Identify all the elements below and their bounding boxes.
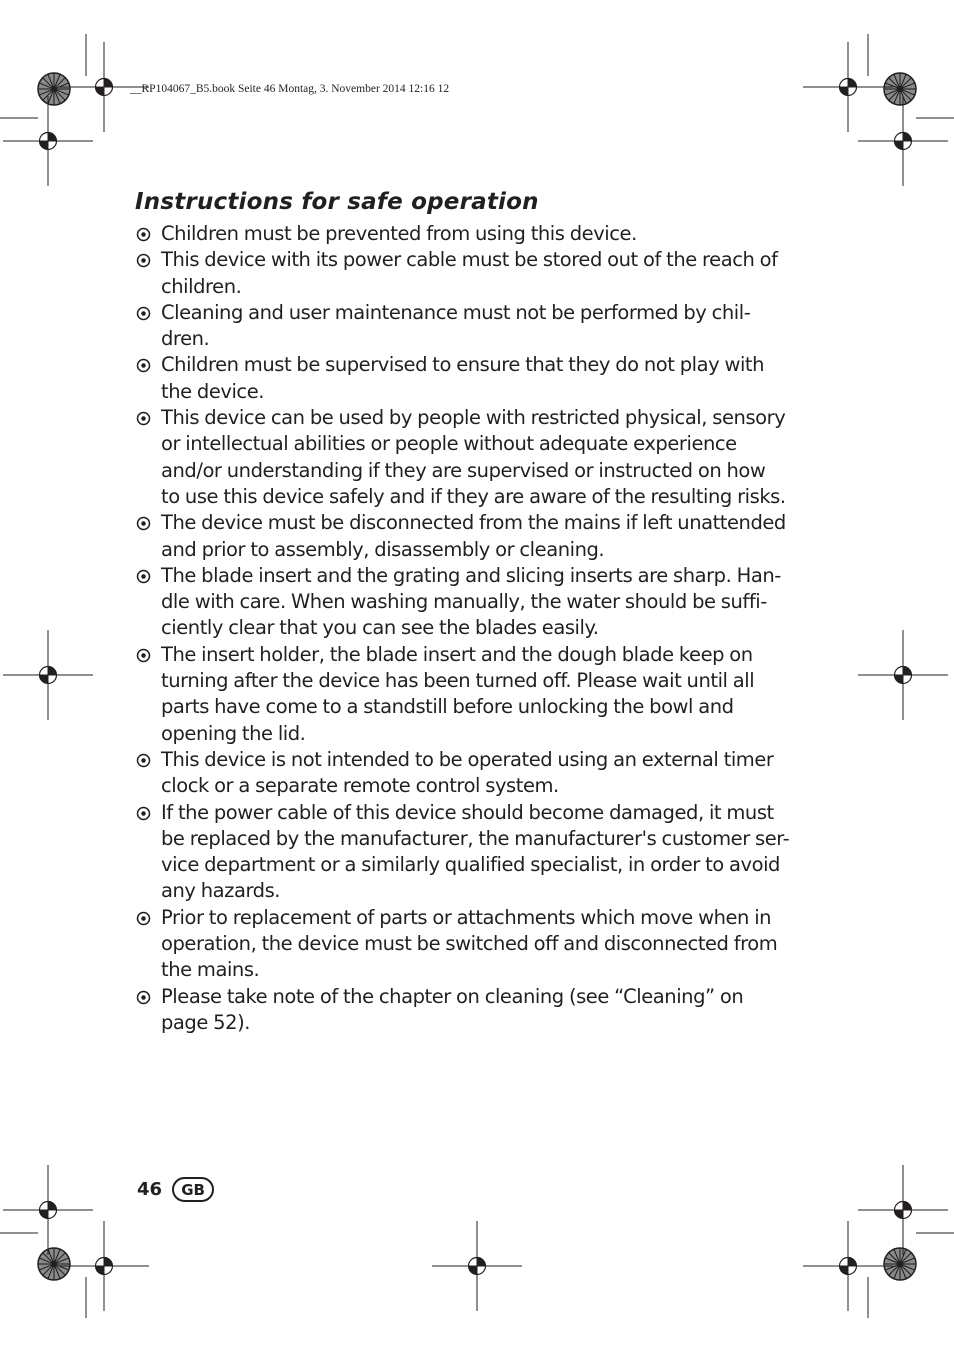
circled-dot-bullet-icon	[136, 306, 151, 321]
list-item	[135, 247, 800, 300]
circled-dot-bullet-icon	[136, 358, 151, 373]
circled-dot-bullet-icon	[136, 411, 151, 426]
list-item-text: The insert holder, the blade insert and the dough blade keep on turning after the device has been turned off. Please wait until all parts have come to a standstill before unlocking the bowl and opening the lid.	[161, 642, 755, 745]
circled-dot-bullet-icon	[136, 911, 151, 926]
list-item	[135, 510, 800, 563]
circled-dot-bullet-icon	[136, 806, 151, 821]
list-item-text: This device can be used by people with restricted physical, sensory or intellectual abilities or people without adequate experience and/or understanding if they are supervised or instructed on how to use this device safely and if they are aware of the resulting risks.	[161, 406, 786, 508]
circled-dot-bullet-icon	[136, 516, 151, 531]
list-item-text: Cleaning and user maintenance must not be performed by chil- dren.	[161, 300, 751, 351]
circled-dot-bullet-icon	[136, 253, 151, 268]
circled-dot-bullet-icon	[136, 648, 151, 663]
page-number: 46	[137, 1179, 163, 1200]
circled-dot-bullet-icon	[136, 569, 151, 584]
list-item-text: The blade insert and the grating and slicing inserts are sharp. Han- dle with care. When washing manually, the water should be suffi- ciently clear that you can see the blades easily.	[161, 563, 781, 640]
circled-dot-bullet-icon	[136, 753, 151, 768]
list-item	[135, 405, 800, 510]
circled-dot-bullet-icon	[136, 227, 151, 242]
circled-dot-bullet-icon	[136, 990, 151, 1005]
list-item	[135, 221, 800, 247]
list-item	[135, 905, 800, 984]
list-item	[135, 800, 800, 905]
file-info-header: __RP104067_B5.book Seite 46 Montag, 3. November 2014 12:16 12	[130, 83, 450, 95]
list-item	[135, 563, 800, 642]
list-item-text: Prior to replacement of parts or attachments which move when in operation, the device must be switched off and disconnected from the mains.	[161, 905, 778, 982]
list-item-text: The device must be disconnected from the mains if left unattended and prior to assembly, disassembly or cleaning.	[161, 511, 786, 561]
safety-instructions-list	[135, 221, 800, 1036]
list-item-text: Children must be supervised to ensure that they do not play with the device.	[161, 353, 765, 403]
list-item	[135, 642, 800, 747]
section-title: Instructions for safe operation	[135, 189, 539, 215]
list-item	[135, 984, 800, 1037]
list-item-text: If the power cable of this device should become damaged, it must be replaced by the manufacturer, the manufacturer's customer ser- vice department or a similarly qualified specialist, in order to avoid any hazards.	[161, 800, 790, 903]
page-footer	[137, 1177, 214, 1202]
list-item	[135, 747, 800, 800]
list-item	[135, 352, 800, 405]
list-item-text: This device with its power cable must be stored out of the reach of children.	[161, 248, 778, 298]
list-item-text: This device is not intended to be operated using an external timer clock or a separate remote control system.	[161, 747, 774, 798]
list-item-text: Children must be prevented from using this device.	[161, 222, 637, 245]
list-item	[135, 300, 800, 353]
list-item-text: Please take note of the chapter on cleaning (see “Cleaning” on page 52).	[161, 984, 744, 1034]
language-badge: GB	[172, 1177, 214, 1202]
